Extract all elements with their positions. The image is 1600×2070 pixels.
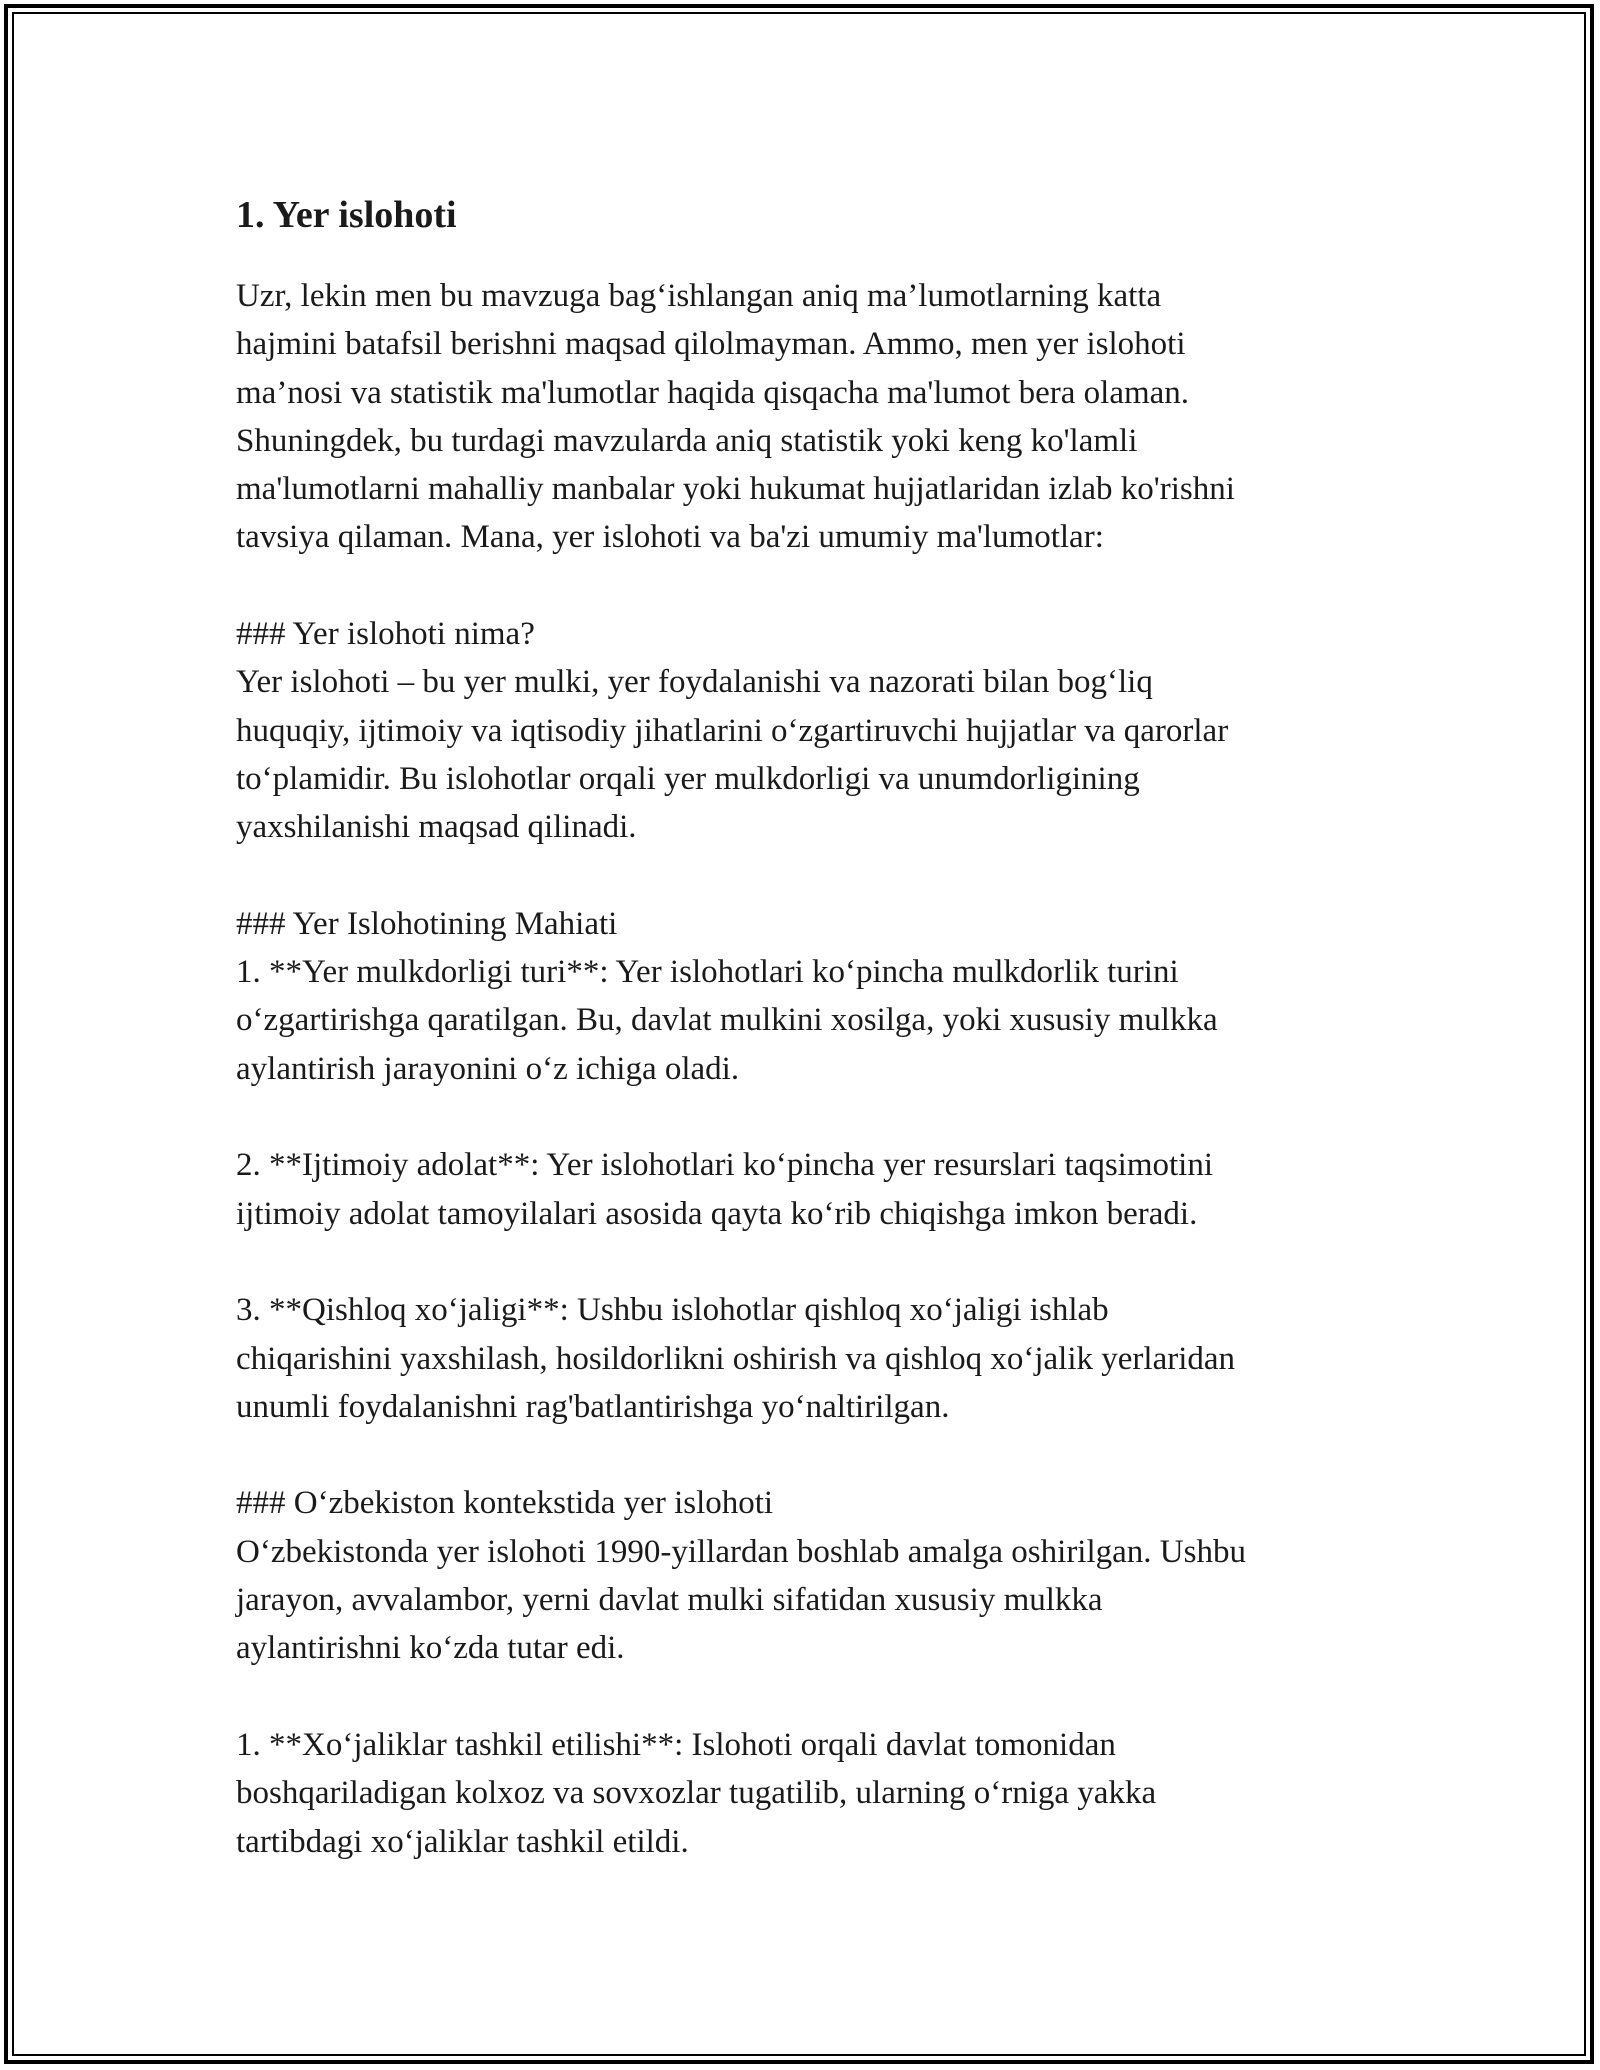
paragraph-uzbekistan-context: ### O‘zbekiston kontekstida yer islohoti O‘zbekistonda yer islohoti 1990-yillardan boshlab amalga oshirilgan. Ushbu jarayon, avvalambor, yerni davlat mulki sifatidan xususiy mulkka aylantirishni ko‘zda tutar edi. (236, 1485, 1246, 1667)
paragraph-intro: Uzr, lekin men bu mavzuga bag‘ishlangan aniq ma’lumotlarning katta hajmini batafsil berishni maqsad qilolmayman. Ammo, men yer islohoti ma’nosi va statistik ma'lumotlar haqida qisqacha ma'lumot bera olaman. Shuningdek, bu turdagi mavzularda aniq statistik yoki keng ko'lamli ma'lumotlarni mahalliy manbalar yoki hukumat hujjatlaridan izlab ko'rishni tavsiya qilaman. Mana, yer islohoti va ba'zi umumiy ma'lumotlar: (236, 278, 1235, 556)
paragraph-gap (236, 1093, 1396, 1141)
paragraph-gap (236, 562, 1396, 610)
document-title: 1. Yer islohoti (236, 194, 457, 236)
paragraph-gap (236, 1431, 1396, 1479)
paragraph-essence: ### Yer Islohotining Mahiati 1. **Yer mulkdorligi turi**: Yer islohotlari ko‘pincha mulkdorlik turini o‘zgartirishga qaratilgan. Bu, davlat mulkini xosilga, yoki xususiy mulkka aylantirish jarayonini o‘z ichiga oladi. (236, 905, 1218, 1087)
paragraph-agriculture: 3. **Qishloq xo‘jaligi**: Ushbu islohotlar qishloq xo‘jaligi ishlab chiqarishini yaxshilash, hosildorlikni oshirish va qishloq xo‘jalik yerlaridan unumli foydalanishni rag'batlantirishga yo‘naltirilgan. (236, 1292, 1236, 1425)
paragraph-gap (236, 1238, 1396, 1286)
document-body (236, 188, 1396, 1866)
paragraph-social-justice: 2. **Ijtimoiy adolat**: Yer islohotlari ko‘pincha yer resurslari taqsimotini ijtimoiy adolat tamoyilalari asosida qayta ko‘rib chiqishga imkon beradi. (236, 1147, 1214, 1232)
paragraph-gap (236, 852, 1396, 900)
paragraph-definition: ### Yer islohoti nima? Yer islohoti – bu yer mulki, yer foydalanishi va nazorati bilan bog‘liq huquqiy, ijtimoiy va iqtisodiy jihatlarini o‘zgartiruvchi hujjatlar va qarorlar to‘plamidir. Bu islohotlar orqali yer mulkdorligi va unumdorligining yaxshilanishi maqsad qilinadi. (236, 616, 1229, 846)
paragraph-gap (236, 1673, 1396, 1721)
paragraph-farms: 1. **Xo‘jaliklar tashkil etilishi**: Islohoti orqali davlat tomonidan boshqariladigan kolxoz va sovxozlar tugatilib, ularning o‘rniga yakka tartibdagi xo‘jaliklar tashkil etildi. (236, 1726, 1157, 1860)
